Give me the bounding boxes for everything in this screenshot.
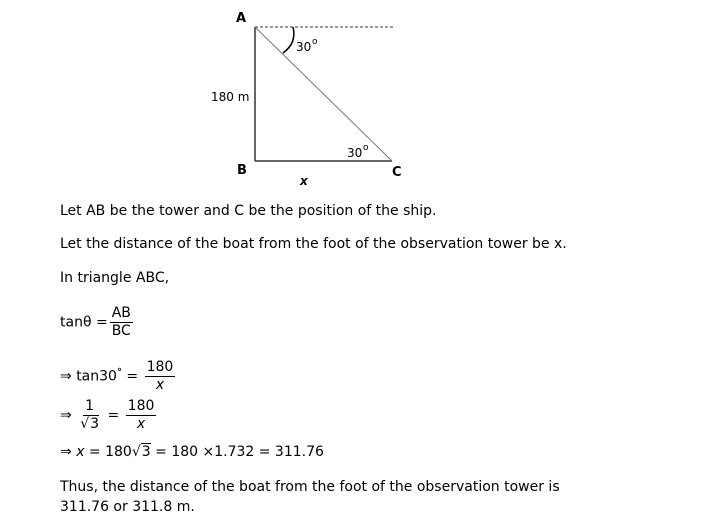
height-label: 180 m — [211, 90, 250, 104]
eq2-lhs: tan30 — [76, 368, 117, 385]
eq3-numerator: 180 — [127, 398, 155, 414]
statement-line-3: In triangle ABC, — [60, 270, 170, 286]
angle-top-label: 30 — [296, 40, 312, 54]
eq3-equals: = — [107, 407, 120, 424]
eq4-sqrt-value: 3 — [141, 444, 151, 460]
eq4-part1: = 180 — [84, 444, 132, 460]
eq2-denominator: x — [155, 377, 165, 393]
statement-line-1: Let AB be the tower and C be the position of the ship. — [60, 203, 437, 219]
eq3-denominator: x — [136, 416, 146, 432]
sqrt-symbol: √ — [131, 444, 141, 460]
degree-symbol: ° — [116, 366, 122, 378]
angle-bottom-degree: o — [363, 143, 369, 153]
implies-symbol: ⇒ — [60, 368, 72, 385]
eq3-left-numerator: 1 — [85, 398, 95, 414]
hypotenuse-ac — [255, 27, 392, 161]
base-label: x — [300, 174, 308, 188]
eq2-numerator: 180 — [146, 359, 174, 375]
equation-2 — [60, 359, 177, 394]
eq1-numerator: AB — [111, 305, 131, 321]
eq1-denominator: BC — [111, 323, 131, 339]
eq4-part2: = 180 ×1.732 = 311.76 — [150, 444, 324, 460]
equation-4 — [60, 444, 324, 460]
angle-top-degree: o — [312, 37, 318, 47]
equation-1 — [60, 305, 135, 340]
vertex-c-label: C — [392, 165, 402, 180]
angle-bottom-label: 30 — [347, 146, 363, 160]
conclusion-line-1: Thus, the distance of the boat from the foot of the observation tower is — [60, 479, 560, 495]
angle-arc — [283, 27, 294, 53]
eq2-equals: = — [126, 368, 139, 385]
vertex-a-label: A — [236, 11, 247, 26]
statement-line-2: Let the distance of the boat from the foot of the observation tower be x. — [60, 236, 567, 252]
eq4-variable: x — [76, 444, 85, 460]
eq1-lhs: tanθ = — [60, 314, 108, 331]
triangle-diagram — [0, 0, 713, 195]
sqrt-symbol: √ — [80, 416, 90, 432]
conclusion-line-2: 311.76 or 311.8 m. — [60, 499, 195, 515]
eq3-left-denominator: 3 — [90, 416, 100, 432]
implies-symbol: ⇒ — [60, 444, 72, 460]
equation-3 — [60, 398, 158, 433]
vertex-b-label: B — [237, 163, 247, 178]
implies-symbol: ⇒ — [60, 407, 72, 424]
